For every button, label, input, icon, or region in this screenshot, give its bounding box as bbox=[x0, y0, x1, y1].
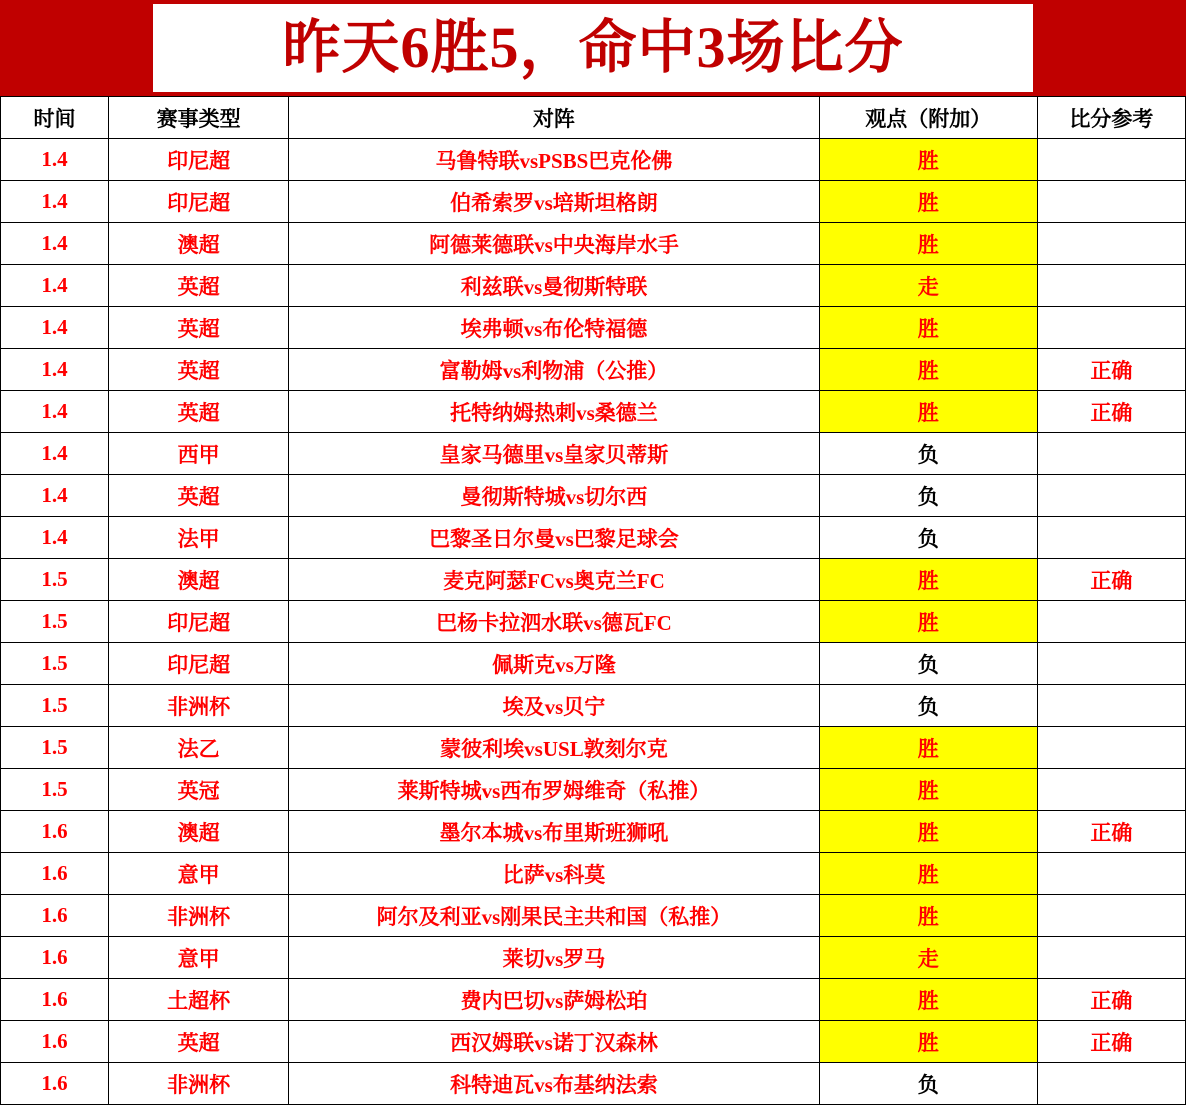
table-row bbox=[1, 601, 1186, 643]
cell-view: 胜 bbox=[819, 223, 1037, 265]
cell-score bbox=[1037, 475, 1185, 517]
cell-match: 埃弗顿vs布伦特福德 bbox=[289, 307, 819, 349]
cell-league: 印尼超 bbox=[109, 181, 289, 223]
cell-view: 胜 bbox=[819, 391, 1037, 433]
table-body bbox=[1, 139, 1186, 1105]
cell-view: 胜 bbox=[819, 769, 1037, 811]
cell-match: 莱切vs罗马 bbox=[289, 937, 819, 979]
cell-time: 1.6 bbox=[1, 1063, 109, 1105]
cell-time: 1.4 bbox=[1, 475, 109, 517]
cell-score bbox=[1037, 307, 1185, 349]
cell-time: 1.5 bbox=[1, 643, 109, 685]
cell-score bbox=[1037, 139, 1185, 181]
cell-score: 正确 bbox=[1037, 391, 1185, 433]
cell-view: 负 bbox=[819, 1063, 1037, 1105]
cell-score: 正确 bbox=[1037, 1021, 1185, 1063]
cell-match: 曼彻斯特城vs切尔西 bbox=[289, 475, 819, 517]
cell-view: 胜 bbox=[819, 139, 1037, 181]
table-row bbox=[1, 559, 1186, 601]
banner bbox=[0, 0, 1186, 96]
cell-league: 法甲 bbox=[109, 517, 289, 559]
table-row bbox=[1, 433, 1186, 475]
cell-view: 走 bbox=[819, 265, 1037, 307]
table-row bbox=[1, 895, 1186, 937]
cell-view: 胜 bbox=[819, 349, 1037, 391]
table-row bbox=[1, 937, 1186, 979]
table-header-row bbox=[1, 97, 1186, 139]
cell-match: 费内巴切vs萨姆松珀 bbox=[289, 979, 819, 1021]
cell-score bbox=[1037, 727, 1185, 769]
cell-view: 胜 bbox=[819, 1021, 1037, 1063]
table-row bbox=[1, 1063, 1186, 1105]
table-row bbox=[1, 727, 1186, 769]
cell-view: 胜 bbox=[819, 727, 1037, 769]
cell-time: 1.4 bbox=[1, 139, 109, 181]
cell-league: 意甲 bbox=[109, 937, 289, 979]
header-score: 比分参考 bbox=[1037, 97, 1185, 139]
cell-score bbox=[1037, 265, 1185, 307]
cell-match: 蒙彼利埃vsUSL敦刻尔克 bbox=[289, 727, 819, 769]
cell-league: 土超杯 bbox=[109, 979, 289, 1021]
cell-league: 英超 bbox=[109, 1021, 289, 1063]
cell-match: 埃及vs贝宁 bbox=[289, 685, 819, 727]
table-row bbox=[1, 475, 1186, 517]
cell-view: 胜 bbox=[819, 307, 1037, 349]
cell-league: 西甲 bbox=[109, 433, 289, 475]
cell-time: 1.4 bbox=[1, 181, 109, 223]
page-title: 昨天6胜5，命中3场比分 bbox=[282, 15, 904, 80]
cell-league: 法乙 bbox=[109, 727, 289, 769]
header-league: 赛事类型 bbox=[109, 97, 289, 139]
cell-league: 英超 bbox=[109, 349, 289, 391]
cell-time: 1.4 bbox=[1, 307, 109, 349]
cell-league: 非洲杯 bbox=[109, 1063, 289, 1105]
cell-time: 1.5 bbox=[1, 601, 109, 643]
cell-time: 1.6 bbox=[1, 937, 109, 979]
cell-view: 胜 bbox=[819, 559, 1037, 601]
cell-time: 1.6 bbox=[1, 853, 109, 895]
table-row bbox=[1, 811, 1186, 853]
cell-view: 负 bbox=[819, 517, 1037, 559]
cell-time: 1.6 bbox=[1, 811, 109, 853]
table-row bbox=[1, 391, 1186, 433]
header-time: 时间 bbox=[1, 97, 109, 139]
cell-view: 负 bbox=[819, 685, 1037, 727]
header-match: 对阵 bbox=[289, 97, 819, 139]
cell-time: 1.4 bbox=[1, 391, 109, 433]
cell-score bbox=[1037, 223, 1185, 265]
cell-time: 1.6 bbox=[1, 895, 109, 937]
cell-match: 富勒姆vs利物浦（公推） bbox=[289, 349, 819, 391]
cell-league: 非洲杯 bbox=[109, 895, 289, 937]
cell-match: 阿尔及利亚vs刚果民主共和国（私推） bbox=[289, 895, 819, 937]
cell-league: 非洲杯 bbox=[109, 685, 289, 727]
cell-league: 英超 bbox=[109, 391, 289, 433]
cell-match: 皇家马德里vs皇家贝蒂斯 bbox=[289, 433, 819, 475]
cell-time: 1.5 bbox=[1, 685, 109, 727]
cell-score bbox=[1037, 517, 1185, 559]
cell-league: 英超 bbox=[109, 475, 289, 517]
table-row bbox=[1, 349, 1186, 391]
cell-time: 1.6 bbox=[1, 979, 109, 1021]
cell-score bbox=[1037, 1063, 1185, 1105]
cell-match: 巴黎圣日尔曼vs巴黎足球会 bbox=[289, 517, 819, 559]
cell-view: 胜 bbox=[819, 853, 1037, 895]
cell-match: 伯希索罗vs培斯坦格朗 bbox=[289, 181, 819, 223]
cell-match: 麦克阿瑟FCvs奥克兰FC bbox=[289, 559, 819, 601]
table-row bbox=[1, 643, 1186, 685]
cell-score: 正确 bbox=[1037, 979, 1185, 1021]
cell-score bbox=[1037, 601, 1185, 643]
cell-view: 胜 bbox=[819, 979, 1037, 1021]
cell-score: 正确 bbox=[1037, 349, 1185, 391]
cell-time: 1.4 bbox=[1, 517, 109, 559]
cell-league: 英冠 bbox=[109, 769, 289, 811]
cell-score bbox=[1037, 433, 1185, 475]
cell-league: 印尼超 bbox=[109, 643, 289, 685]
cell-match: 托特纳姆热刺vs桑德兰 bbox=[289, 391, 819, 433]
cell-league: 英超 bbox=[109, 265, 289, 307]
cell-time: 1.5 bbox=[1, 727, 109, 769]
cell-match: 莱斯特城vs西布罗姆维奇（私推） bbox=[289, 769, 819, 811]
cell-league: 澳超 bbox=[109, 811, 289, 853]
cell-match: 科特迪瓦vs布基纳法索 bbox=[289, 1063, 819, 1105]
cell-match: 墨尔本城vs布里斯班狮吼 bbox=[289, 811, 819, 853]
table-header bbox=[1, 97, 1186, 139]
cell-match: 佩斯克vs万隆 bbox=[289, 643, 819, 685]
cell-view: 胜 bbox=[819, 601, 1037, 643]
cell-time: 1.5 bbox=[1, 769, 109, 811]
cell-score: 正确 bbox=[1037, 811, 1185, 853]
table-row bbox=[1, 265, 1186, 307]
cell-score: 正确 bbox=[1037, 559, 1185, 601]
cell-league: 印尼超 bbox=[109, 139, 289, 181]
cell-score bbox=[1037, 853, 1185, 895]
cell-time: 1.4 bbox=[1, 223, 109, 265]
cell-view: 负 bbox=[819, 433, 1037, 475]
banner-inner bbox=[153, 4, 1033, 92]
cell-time: 1.6 bbox=[1, 1021, 109, 1063]
table-row bbox=[1, 769, 1186, 811]
cell-league: 意甲 bbox=[109, 853, 289, 895]
cell-match: 比萨vs科莫 bbox=[289, 853, 819, 895]
cell-score bbox=[1037, 895, 1185, 937]
table-row bbox=[1, 517, 1186, 559]
cell-view: 胜 bbox=[819, 181, 1037, 223]
table-row bbox=[1, 181, 1186, 223]
cell-score bbox=[1037, 937, 1185, 979]
cell-score bbox=[1037, 643, 1185, 685]
table-row bbox=[1, 685, 1186, 727]
table-row bbox=[1, 1021, 1186, 1063]
cell-view: 负 bbox=[819, 475, 1037, 517]
cell-league: 印尼超 bbox=[109, 601, 289, 643]
cell-match: 马鲁特联vsPSBS巴克伦佛 bbox=[289, 139, 819, 181]
cell-match: 阿德莱德联vs中央海岸水手 bbox=[289, 223, 819, 265]
cell-league: 澳超 bbox=[109, 559, 289, 601]
table-row bbox=[1, 307, 1186, 349]
header-view: 观点（附加） bbox=[819, 97, 1037, 139]
cell-match: 巴杨卡拉泗水联vs德瓦FC bbox=[289, 601, 819, 643]
cell-score bbox=[1037, 769, 1185, 811]
cell-time: 1.4 bbox=[1, 433, 109, 475]
cell-time: 1.4 bbox=[1, 349, 109, 391]
cell-view: 胜 bbox=[819, 895, 1037, 937]
table-row bbox=[1, 979, 1186, 1021]
cell-match: 利兹联vs曼彻斯特联 bbox=[289, 265, 819, 307]
cell-view: 负 bbox=[819, 643, 1037, 685]
cell-match: 西汉姆联vs诺丁汉森林 bbox=[289, 1021, 819, 1063]
table-row bbox=[1, 223, 1186, 265]
cell-score bbox=[1037, 181, 1185, 223]
cell-time: 1.4 bbox=[1, 265, 109, 307]
cell-time: 1.5 bbox=[1, 559, 109, 601]
cell-league: 澳超 bbox=[109, 223, 289, 265]
cell-league: 英超 bbox=[109, 307, 289, 349]
table-row bbox=[1, 853, 1186, 895]
table-row bbox=[1, 139, 1186, 181]
cell-score bbox=[1037, 685, 1185, 727]
predictions-table bbox=[0, 96, 1186, 1105]
cell-view: 走 bbox=[819, 937, 1037, 979]
cell-view: 胜 bbox=[819, 811, 1037, 853]
